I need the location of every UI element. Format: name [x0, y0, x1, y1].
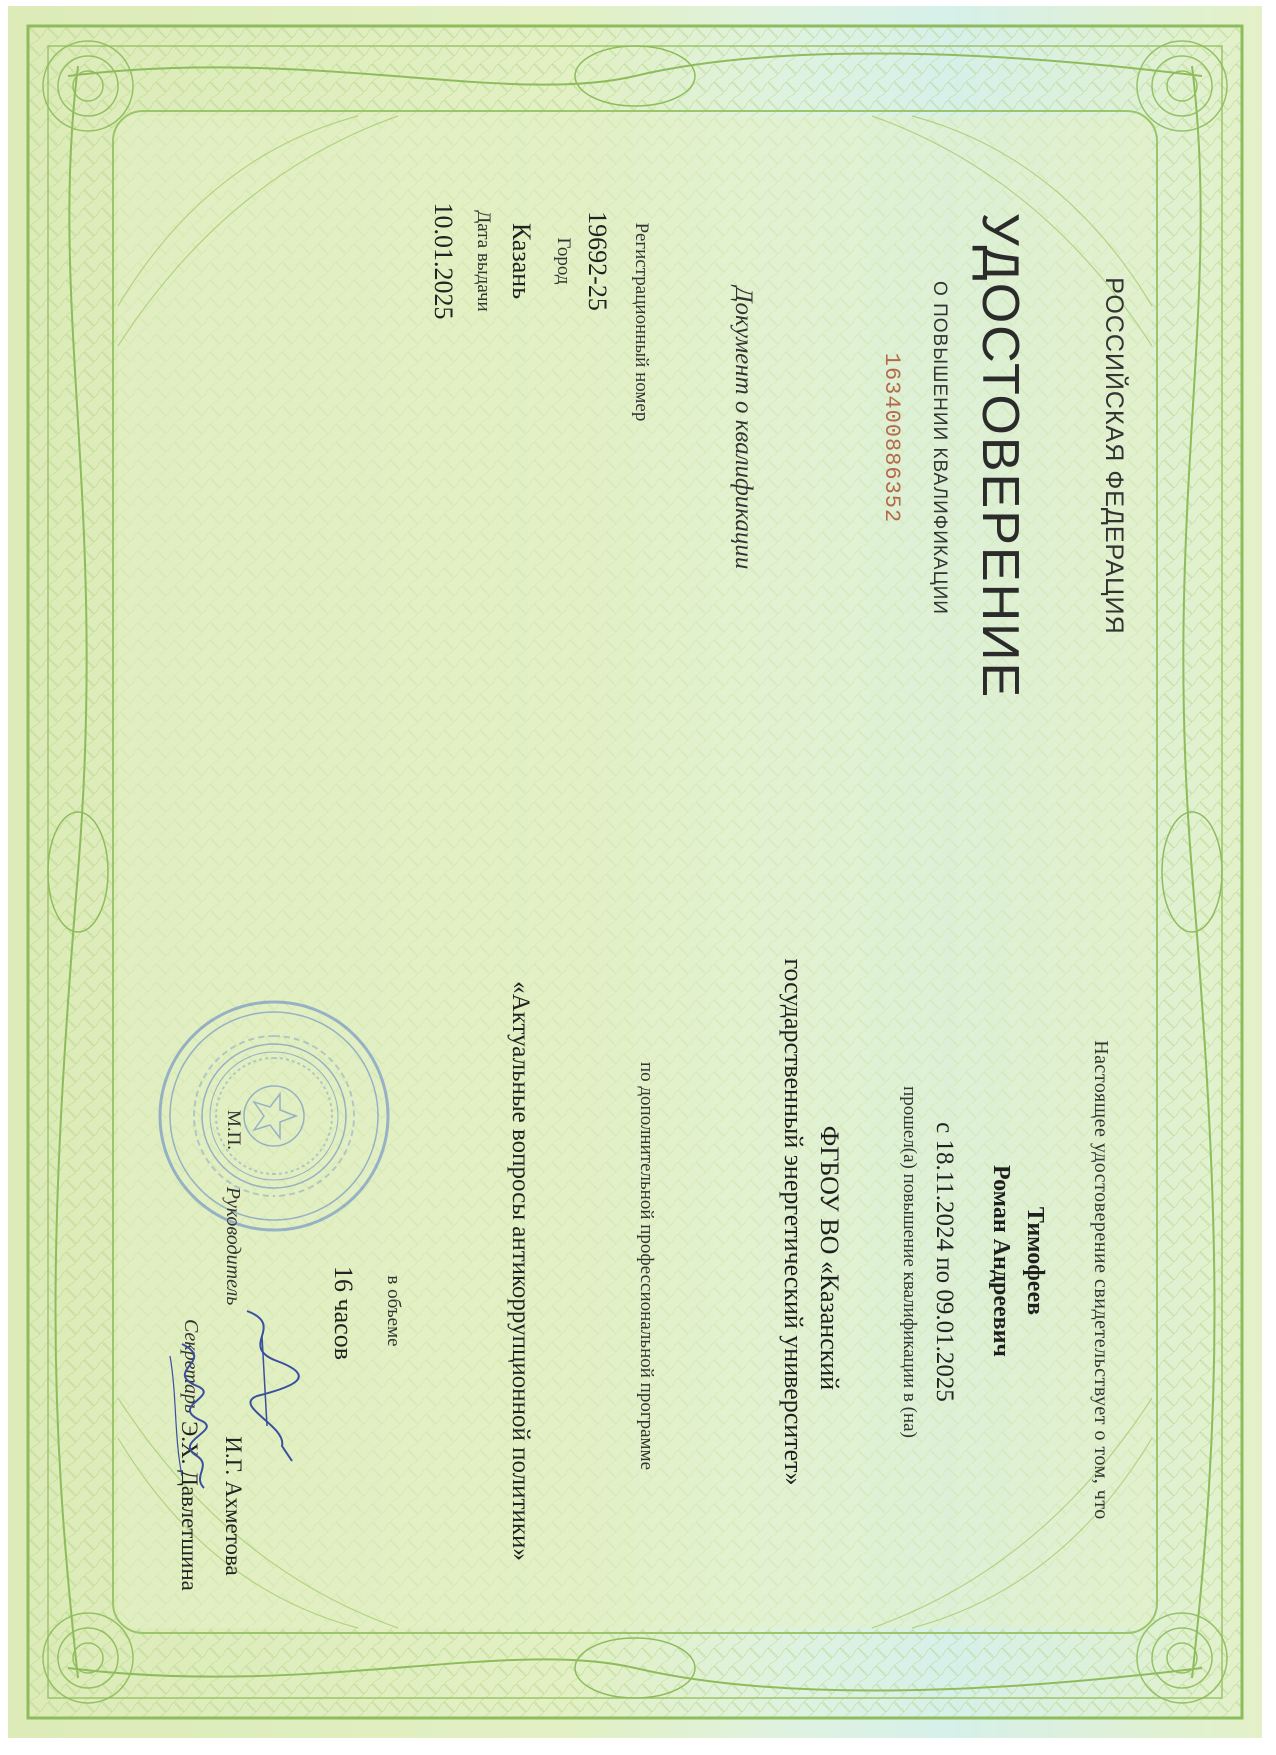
issue-date-label: Дата выдачи	[473, 210, 494, 312]
serial-number: 163400886352	[879, 352, 904, 524]
registration-label: Регистрационный номер	[631, 222, 652, 422]
secretary-name: Э.Х. Давлетшина	[177, 1421, 202, 1591]
official-stamp	[154, 996, 394, 1236]
certificate-sheet	[8, 6, 1262, 1738]
head-name: И.Г. Ахметова	[221, 1436, 246, 1576]
volume-label: в объеме	[383, 1275, 404, 1347]
head-signature	[227, 1306, 307, 1466]
registration-number: 19692-25	[583, 211, 612, 311]
secretary-signature	[152, 1336, 232, 1496]
passed-text: прошел(а) повышение квалификации в (на)	[899, 1086, 920, 1438]
city-label: Город	[553, 237, 574, 285]
document-title: УДОСТОВЕРЕНИЕ	[971, 212, 1029, 700]
secretary-label: Секретарь	[180, 1318, 202, 1414]
holder-given-names: Роман Андреевич	[988, 1165, 1014, 1357]
holder-surname: Тимофеев	[1022, 1206, 1048, 1316]
document-kind: Документ о квалификации	[730, 286, 757, 570]
issue-date-value: 10.01.2025	[429, 202, 458, 320]
program-label: по дополнительной профессиональной программе	[636, 1061, 657, 1471]
institution-line-2: государственный энергетический университет»	[779, 958, 808, 1486]
program-name: «Актуальные вопросы антикоррупционной политики»	[507, 981, 534, 1561]
training-period: с 18.11.2024 по 09.01.2025	[931, 1122, 958, 1402]
stamp-label: М.П.	[223, 1109, 244, 1151]
intro-text: Настоящее удостоверение свидетельствует о том, что	[1090, 1040, 1112, 1520]
institution-line-1: ФГБОУ ВО «Казанский	[815, 1125, 844, 1391]
document-content	[8, 6, 1262, 1738]
document-subtitle: О ПОВЫШЕНИИ КВАЛИФИКАЦИИ	[929, 281, 950, 615]
country-name: РОССИЙСКАЯ ФЕДЕРАЦИЯ	[1100, 277, 1128, 635]
head-label: Руководитель	[222, 1186, 244, 1306]
city-value: Казань	[507, 222, 536, 300]
volume-value: 16 часов	[329, 1266, 358, 1360]
